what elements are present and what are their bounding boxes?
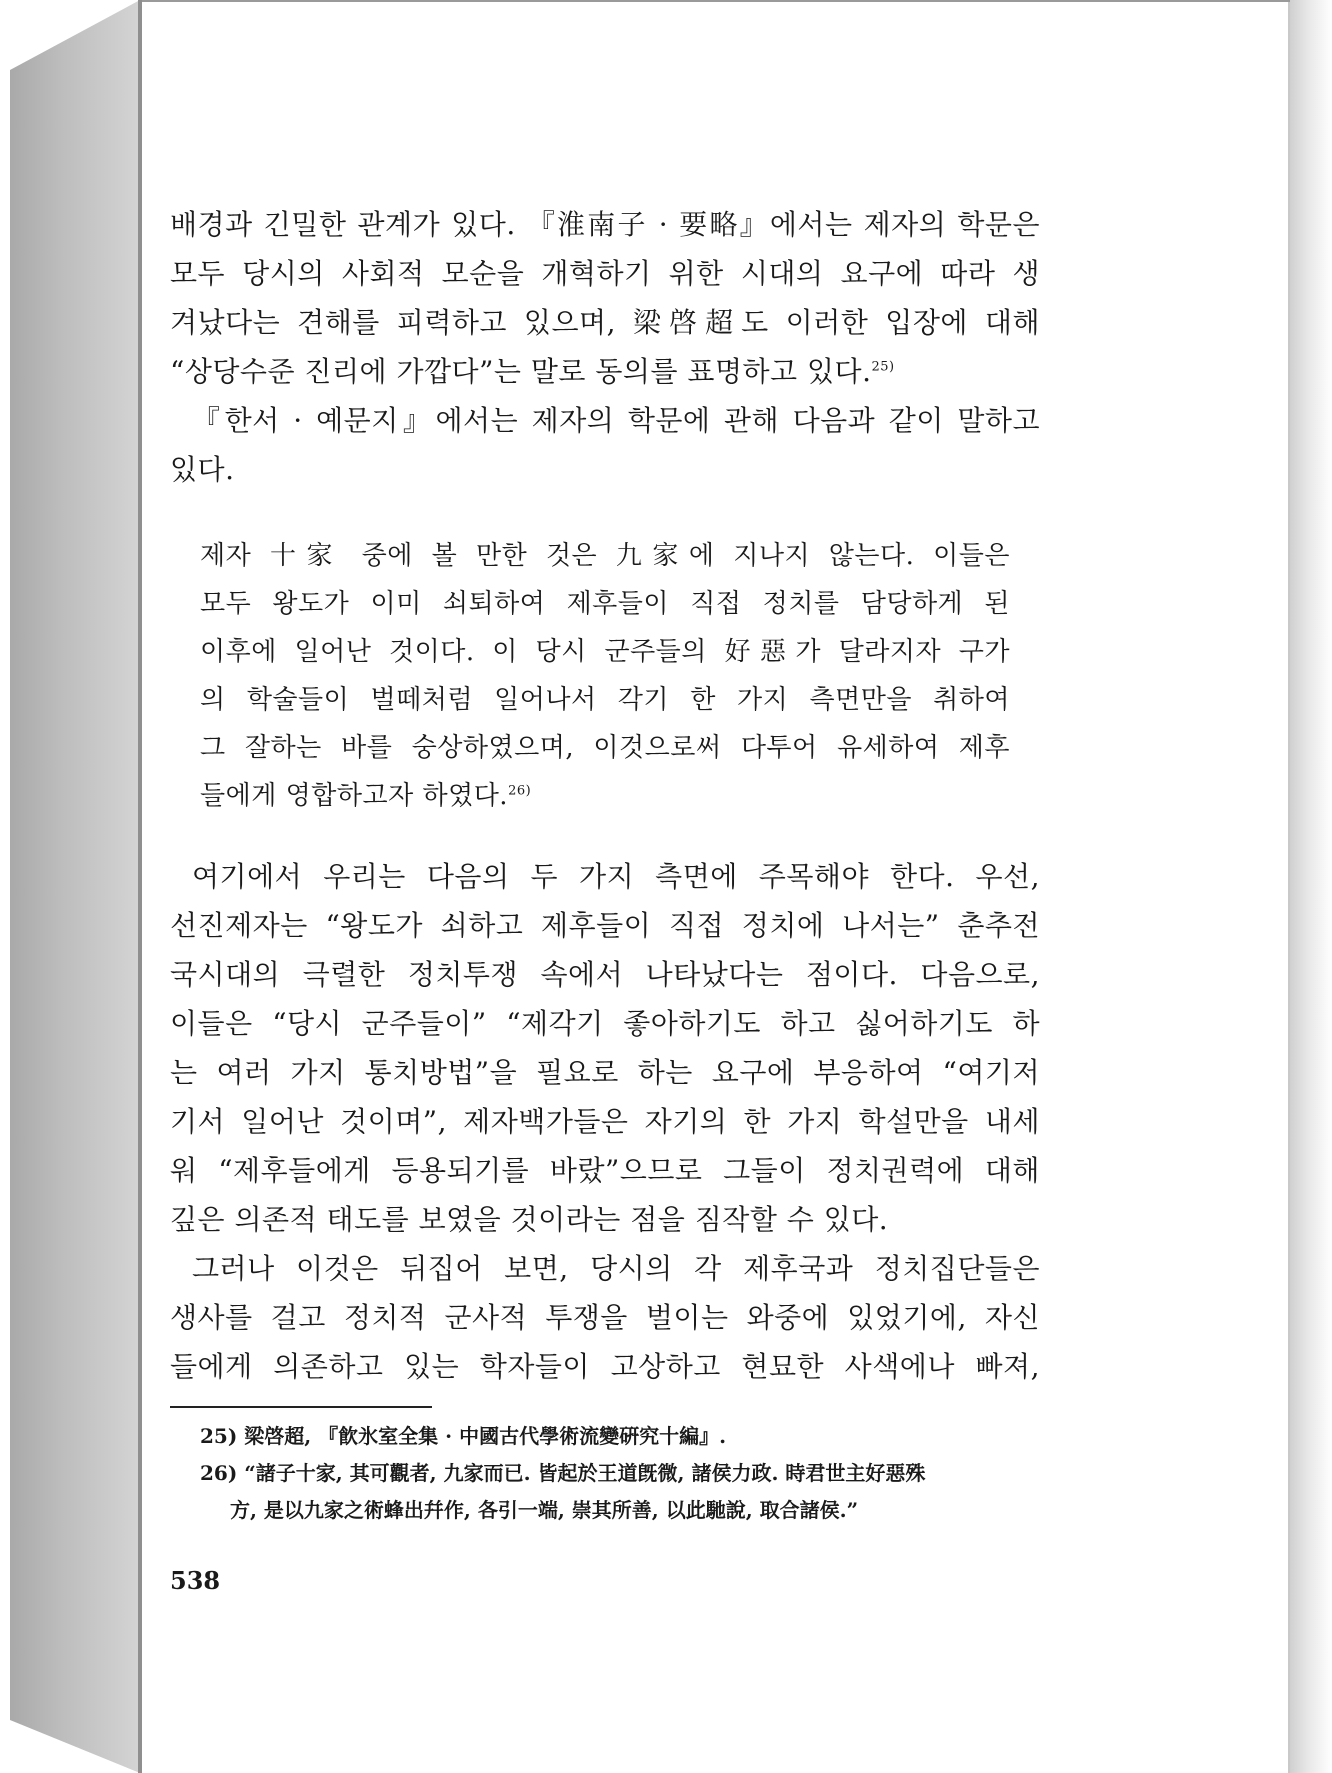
quote-line-with-footnote [200, 772, 1010, 820]
text-line: “상당수준 진리에 가깝다”는 말로 동의를 표명하고 있다. [170, 355, 872, 388]
text-line: 국시대의 극렬한 정치투쟁 속에서 나타났다는 점이다. 다음으로, [170, 958, 1040, 991]
quote-line: 이후에 일어난 것이다. 이 당시 군주들의 好惡가 달라지자 구가 [200, 637, 1010, 667]
text-line: 기서 일어난 것이며”, 제자백가들은 자기의 한 가지 학설만을 내세 [170, 1105, 1040, 1138]
block-quote [200, 532, 1010, 820]
footnote-25: 25) 梁啓超, 『飮氷室全集 · 中國古代學術流變硏究十編』. [200, 1424, 727, 1448]
text-line-with-footnote [170, 347, 1040, 396]
text-line: 생사를 걸고 정치적 군사적 투쟁을 벌이는 와중에 있었기에, 자신 [170, 1301, 1040, 1334]
text-line: 깊은 의존적 태도를 보였을 것이라는 점을 짐작할 수 있다. [170, 1203, 889, 1236]
footnote-26-line-1: 26) “諸子十家, 其可觀者, 九家而已. 皆起於王道旣微, 諸侯力政. 時君世主好惡殊 [200, 1461, 926, 1485]
page-number: 538 [170, 1566, 221, 1595]
page-edge-shadow [1290, 0, 1332, 1773]
footnote-ref-25: 25) [871, 359, 895, 375]
quote-line: 의 학술들이 벌떼처럼 일어나서 각기 한 가지 측면만을 취하여 [200, 685, 1010, 715]
footnote-ref-26: 26) [508, 783, 532, 799]
footnote-divider [170, 1406, 432, 1408]
text-line: 모두 당시의 사회적 모순을 개혁하기 위한 시대의 요구에 따라 생 [170, 257, 1040, 290]
text-line: 그러나 이것은 뒤집어 보면, 당시의 각 제후국과 정치집단들은 [192, 1252, 1040, 1285]
main-text-paragraph-2 [170, 852, 1040, 1391]
text-line: 배경과 긴밀한 관계가 있다. 『淮南子 · 要略』에서는 제자의 학문은 [170, 208, 1040, 241]
text-line: 여기에서 우리는 다음의 두 가지 측면에 주목해야 한다. 우선, [192, 860, 1040, 893]
quote-line: 그 잘하는 바를 숭상하였으며, 이것으로써 다투어 유세하여 제후 [200, 733, 1010, 763]
text-line: 겨났다는 견해를 피력하고 있으며, 梁啓超도 이러한 입장에 대해 [170, 306, 1040, 339]
quote-line: 들에게 영합하고자 하였다. [200, 781, 509, 811]
book-spine [10, 0, 140, 1773]
text-line: 이들은 “당시 군주들이” “제각기 좋아하기도 하고 싫어하기도 하 [170, 1007, 1040, 1040]
text-line: 는 여러 가지 통치방법”을 필요로 하는 요구에 부응하여 “여기저 [170, 1056, 1040, 1089]
text-line: 워 “제후들에게 등용되기를 바랐”으므로 그들이 정치권력에 대해 [170, 1154, 1040, 1187]
footnotes [200, 1418, 1040, 1529]
text-line: 선진제자는 “왕도가 쇠하고 제후들이 직접 정치에 나서는” 춘추전 [170, 909, 1040, 942]
text-line: 있다. [170, 453, 235, 486]
text-line: 들에게 의존하고 있는 학자들이 고상하고 현묘한 사색에나 빠져, [170, 1350, 1040, 1383]
footnote-26-line-2: 方, 是以九家之術蜂出幷作, 各引一端, 崇其所善, 以此馳說, 取合諸侯.” [230, 1498, 859, 1522]
quote-line: 모두 왕도가 이미 쇠퇴하여 제후들이 직접 정치를 담당하게 된 [200, 589, 1010, 619]
text-line: 『한서 · 예문지』에서는 제자의 학문에 관해 다음과 같이 말하고 [192, 404, 1040, 437]
main-text-paragraph-1 [170, 200, 1040, 494]
quote-line: 제자 十家 중에 볼 만한 것은 九家에 지나지 않는다. 이들은 [200, 541, 1010, 571]
